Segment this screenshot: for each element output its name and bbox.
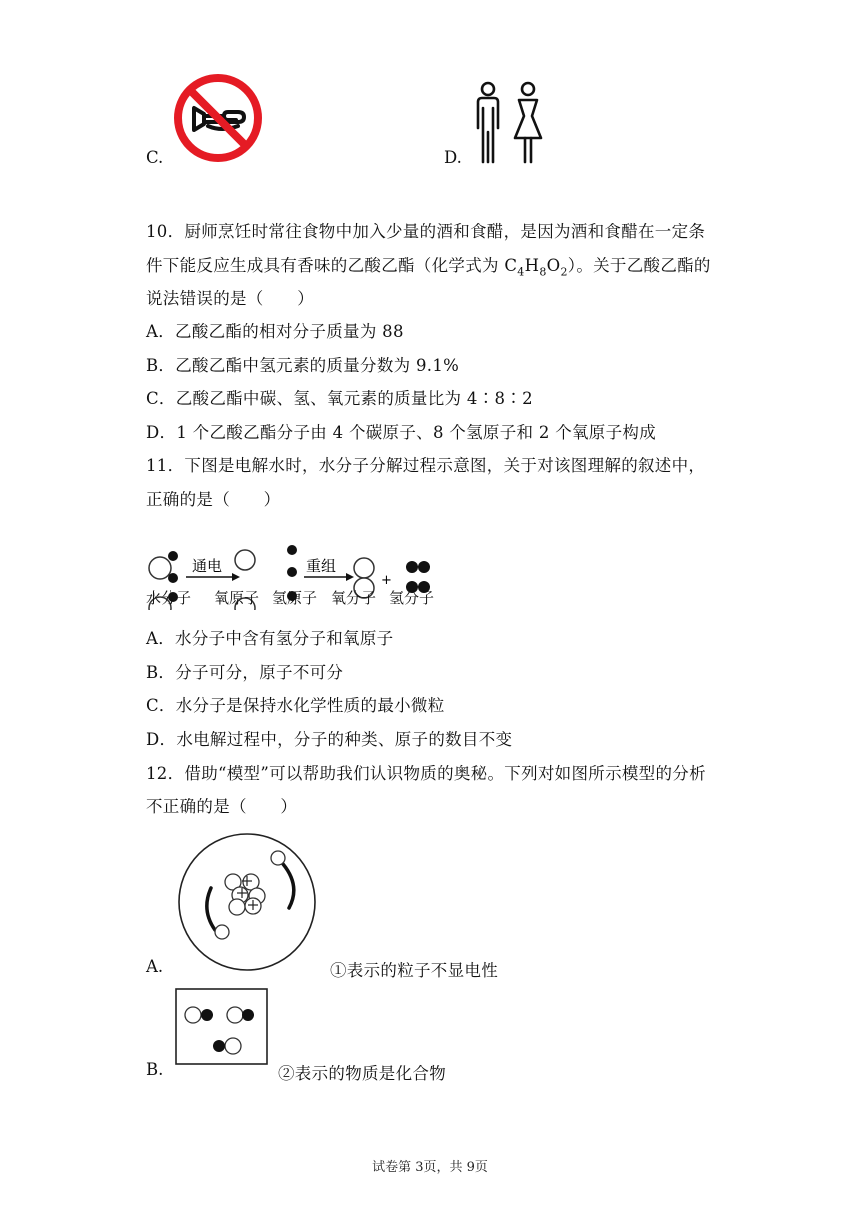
arrow-label-electrify: 通电 — [192, 557, 223, 575]
q11-stem-line1: 11．下图是电解水时，水分子分解过程示意图，关于对该图理解的叙述中， — [146, 456, 706, 475]
q10-stem-line2-post: ）。关于乙酸乙酯的 — [567, 256, 711, 275]
molecule-box-figure — [175, 988, 268, 1065]
q10-stem-line3: 说法错误的是（ ） — [146, 289, 314, 308]
caption-hydrogen-atom: 氢原子 — [272, 589, 318, 607]
q11-option-d: D．水电解过程中，分子的种类、原子的数目不变 — [146, 730, 513, 749]
plus-sign: + — [381, 573, 392, 588]
q10-option-b: B．乙酸乙酯中氢元素的质量分数为 9.1% — [146, 356, 460, 375]
caption-oxygen-atom: 氧原子 — [214, 589, 260, 607]
q9-option-c-label: C. — [146, 148, 164, 167]
caption-oxygen-molecule: 氧分子 — [331, 589, 377, 607]
caption-hydrogen-molecule: 氢分子 — [389, 589, 435, 607]
q10-stem-line2 — [146, 252, 711, 278]
q10-stem-line2-pre: 件下能反应生成具有香味的乙酸乙酯（化学式为 — [146, 256, 505, 275]
q12-stem-line2: 不正确的是（ ） — [146, 797, 298, 816]
q10-option-d: D．1 个乙酸乙酯分子由 4 个碳原子、8 个氢原子和 2 个氧原子构成 — [146, 423, 656, 442]
arrow-label-recombine: 重组 — [306, 557, 337, 575]
water-molecule-oxygen — [149, 557, 171, 579]
q9-option-d-label: D. — [444, 148, 462, 167]
q11-option-c: C．水分子是保持水化学性质的最小微粒 — [146, 696, 445, 715]
caption-water-molecule: 水分子 — [146, 589, 192, 607]
q12-option-a-text: ①表示的粒子不显电性 — [330, 961, 498, 980]
q12-option-b-text: ②表示的物质是化合物 — [278, 1064, 446, 1083]
restroom-icon — [472, 80, 548, 164]
q10-formula: $C_4H_8O_2$ — [504, 256, 568, 279]
q10-option-c: C．乙酸乙酯中碳、氢、氧元素的质量比为 4∶8∶2 — [146, 389, 533, 408]
q11-stem-line2: 正确的是（ ） — [146, 490, 281, 509]
q12-option-b-label: B. — [146, 1060, 164, 1079]
q12-stem-line1: 12．借助“模型”可以帮助我们认识物质的奥秘。下列对如图所示模型的分析 — [146, 764, 706, 783]
q11-option-a: A．水分子中含有氢分子和氧原子 — [146, 629, 394, 648]
q10-stem-line1: 10．厨师烹饪时常往食物中加入少量的酒和食醋，是因为酒和食醋在一定条 — [146, 222, 706, 241]
page-footer: 试卷第 3页，共 9页 — [372, 1160, 488, 1175]
atom-model-figure — [175, 830, 320, 975]
q12-option-a-label: A. — [146, 957, 164, 976]
q10-option-a: A．乙酸乙酯的相对分子质量为 88 — [146, 322, 404, 341]
q11-option-b: B．分子可分，原子不可分 — [146, 663, 344, 682]
no-horn-icon — [172, 72, 264, 164]
